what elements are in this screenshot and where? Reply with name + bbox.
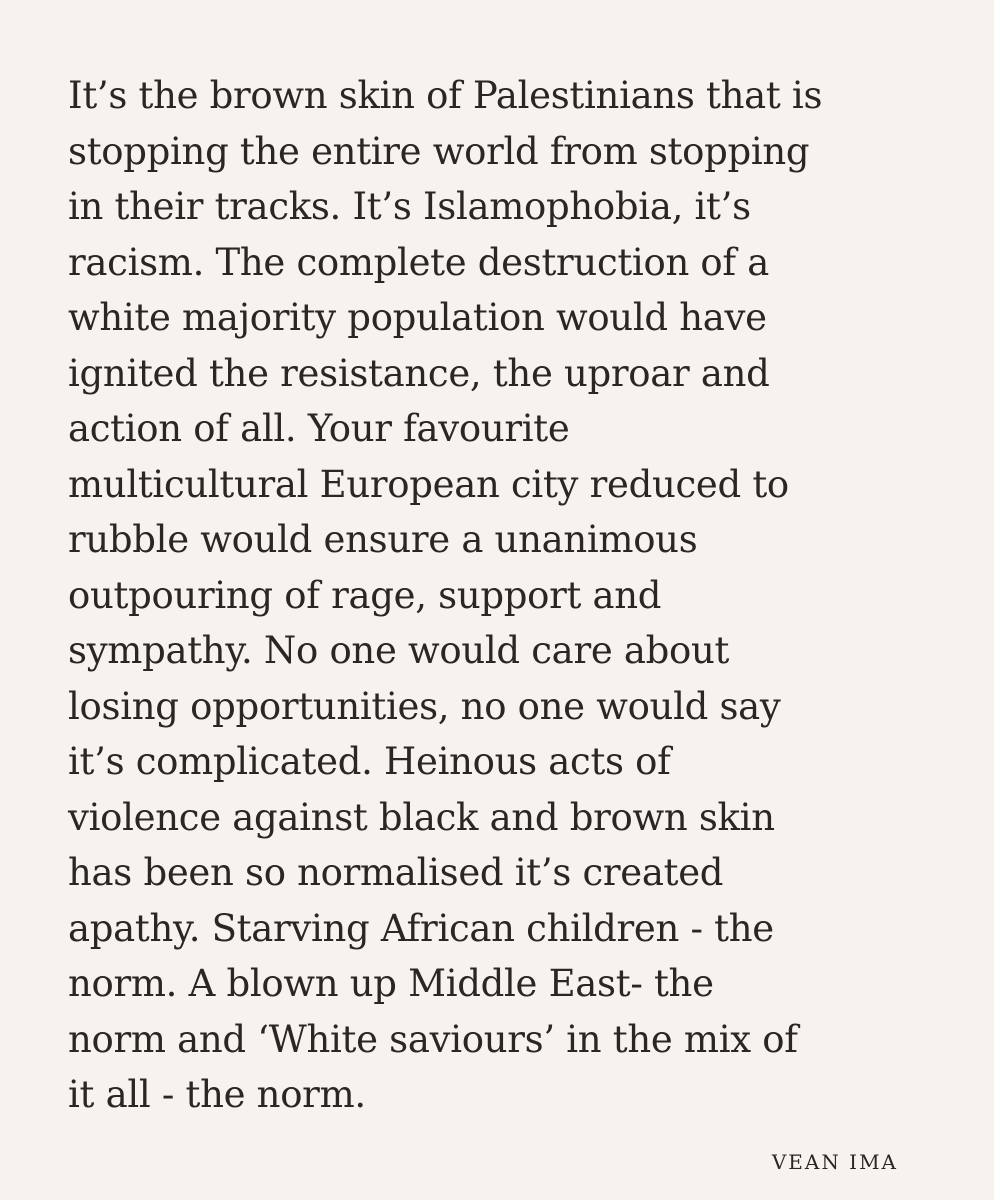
quote-line: ignited the resistance, the uproar and bbox=[68, 351, 770, 395]
quote-line: multicultural European city reduced to bbox=[68, 462, 789, 506]
quote-line: in their tracks. It’s Islamophobia, it’s bbox=[68, 185, 751, 228]
quote-line: sympathy. No one would care about bbox=[68, 629, 730, 672]
author-signature: VEAN IMA bbox=[771, 1150, 898, 1174]
quote-line: norm. A blown up Middle East- the bbox=[68, 962, 714, 1005]
quote-line: norm and ‘White saviours’ in the mix of bbox=[68, 1017, 798, 1061]
quote-line: violence against black and brown skin bbox=[68, 795, 775, 839]
quote-line: action of all. Your favourite bbox=[68, 407, 570, 450]
quote-line: stopping the entire world from stopping bbox=[68, 129, 810, 173]
quote-line: It’s the brown skin of Palestinians that is bbox=[68, 74, 823, 117]
quote-line: white majority population would have bbox=[68, 296, 767, 339]
quote-text bbox=[68, 68, 968, 1123]
quote-line: losing opportunities, no one would say bbox=[68, 684, 781, 728]
quote-line: outpouring of rage, support and bbox=[68, 573, 662, 617]
quote-line: rubble would ensure a unanimous bbox=[68, 518, 698, 561]
quote-line: it’s complicated. Heinous acts of bbox=[68, 740, 671, 783]
quote-line: has been so normalised it’s created bbox=[68, 851, 724, 894]
quote-line: apathy. Starving African children - the bbox=[68, 906, 774, 950]
quote-line: it all - the norm. bbox=[68, 1073, 366, 1116]
quote-line: racism. The complete destruction of a bbox=[68, 240, 770, 284]
